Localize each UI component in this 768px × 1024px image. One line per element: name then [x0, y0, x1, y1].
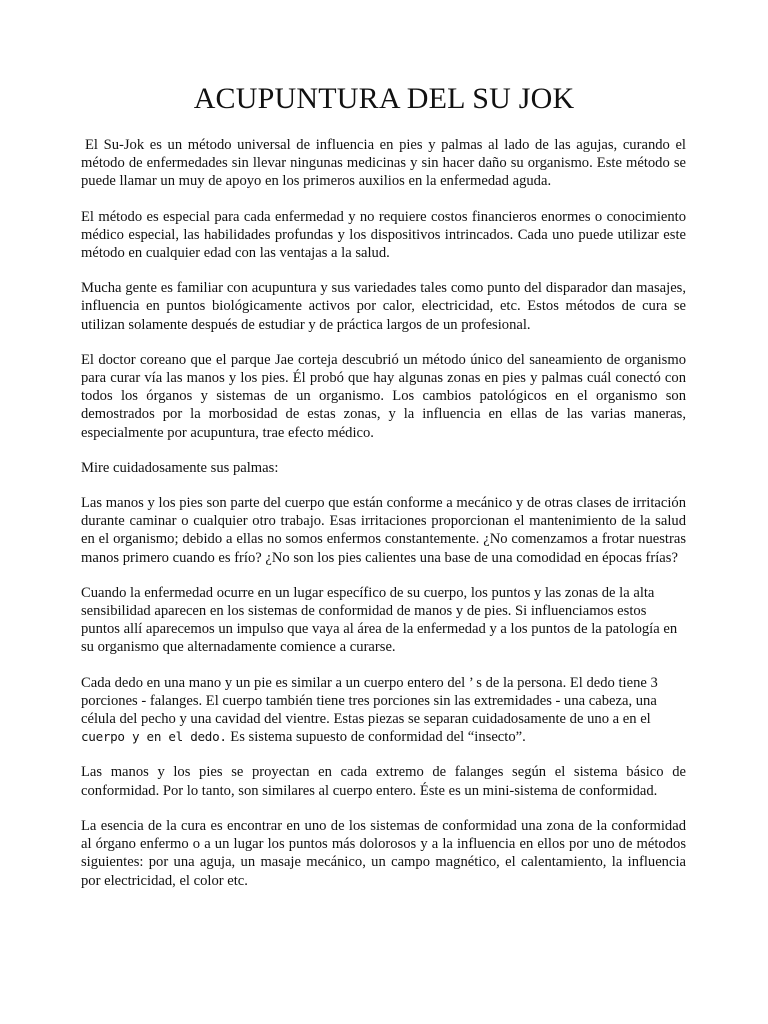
- paragraph-6: Las manos y los pies son parte del cuerpo que están conforme a mecánico y de otras clases de irritación durante caminar o cualquier otro trabajo. Esas irritaciones proporcionan el mantenimiento de la salud en el organismo; debido a ellas no somos enfermos constantemente. ¿No comenzamos a frotar nuestras manos primero cuando es frío? ¿No son los pies calientes una base de una comodidad en épocas frías?: [81, 495, 686, 566]
- paragraph-10: La esencia de la cura es encontrar en uno de los sistemas de conformidad una zona de la conformidad al órgano enfermo o a un lugar los puntos más dolorosos y a la influencia en ellos por uno de métodos siguientes: por una aguja, un masaje mecánico, un campo magnético, el calentamiento, la influencia por electricidad, el color etc.: [81, 817, 686, 889]
- paragraph-3: Mucha gente es familiar con acupuntura y sus variedades tales como punto del disparador dan masajes, influencia en puntos biológicamente activos por calor, electricidad, etc. Estos métodos de cura se utilizan solamente después de estudiar y de práctica largos de un profesional.: [81, 280, 686, 333]
- paragraph-8-tail-text: Es sistema supuesto de conformidad del “insecto”.: [226, 729, 526, 746]
- paragraph-8: [81, 674, 686, 747]
- paragraph-8-mono-text: cuerpo y en el dedo.: [81, 729, 227, 745]
- paragraph-2: El método es especial para cada enfermedad y no requiere costos financieros enormes o conocimiento médico especial, las habilidades profundas y los dispositivos intrincados. Cada uno puede utilizar este método en cualquier edad con las ventajas a la salud.: [81, 208, 686, 262]
- paragraph-4: El doctor coreano que el parque Jae corteja descubrió un método único del saneamiento de organismo para curar vía las manos y los pies. Él probó que hay algunas zonas en pies y palmas cuál conectó con todos los órganos y sistemas de un organismo. Los cambios patológicos en el organismo son demostrados por la morbosidad de estas zonas, y la influencia en ellas de las varias maneras, especialmente por acupuntura, trae efecto médico.: [81, 351, 686, 441]
- paragraph-9: Las manos y los pies se proyectan en cada extremo de falanges según el sistema básico de conformidad. Por lo tanto, son similares al cuerpo entero. Éste es un mini-sistema de conformidad.: [81, 764, 686, 799]
- paragraph-7: Cuando la enfermedad ocurre en un lugar específico de su cuerpo, los puntos y las zonas de la alta sensibilidad aparecen en los sistemas de conformidad de manos y de pies. Si influenciamos estos puntos allí aparecemos un impulso que vaya al área de la enfermedad y a los puntos de la patología en su organismo que alternadamente comience a curarse.: [81, 584, 678, 656]
- document-body: [81, 136, 686, 907]
- page-title: ACUPUNTURA DEL SU JOK: [193, 82, 575, 115]
- paragraph-8-text: Cada dedo en una mano y un pie es similar a un cuerpo entero del ’ s de la persona. El dedo tiene 3 porciones - falanges. El cuerpo también tiene tres porciones sin las extremidades - una cabeza, una célula del pecho y una cavidad del vientre. Estas piezas se separan cuidadosamente de uno a en el: [81, 674, 658, 728]
- paragraph-5: Mire cuidadosamente sus palmas:: [81, 459, 279, 476]
- paragraph-1: El Su-Jok es un método universal de influencia en pies y palmas al lado de las agujas, curando el método de enfermedades sin llevar ningunas medicinas y sin hacer daño su organismo. Este método se puede llamar un muy de apoyo en los primeros auxilios en la enfermedad aguda.: [81, 137, 686, 190]
